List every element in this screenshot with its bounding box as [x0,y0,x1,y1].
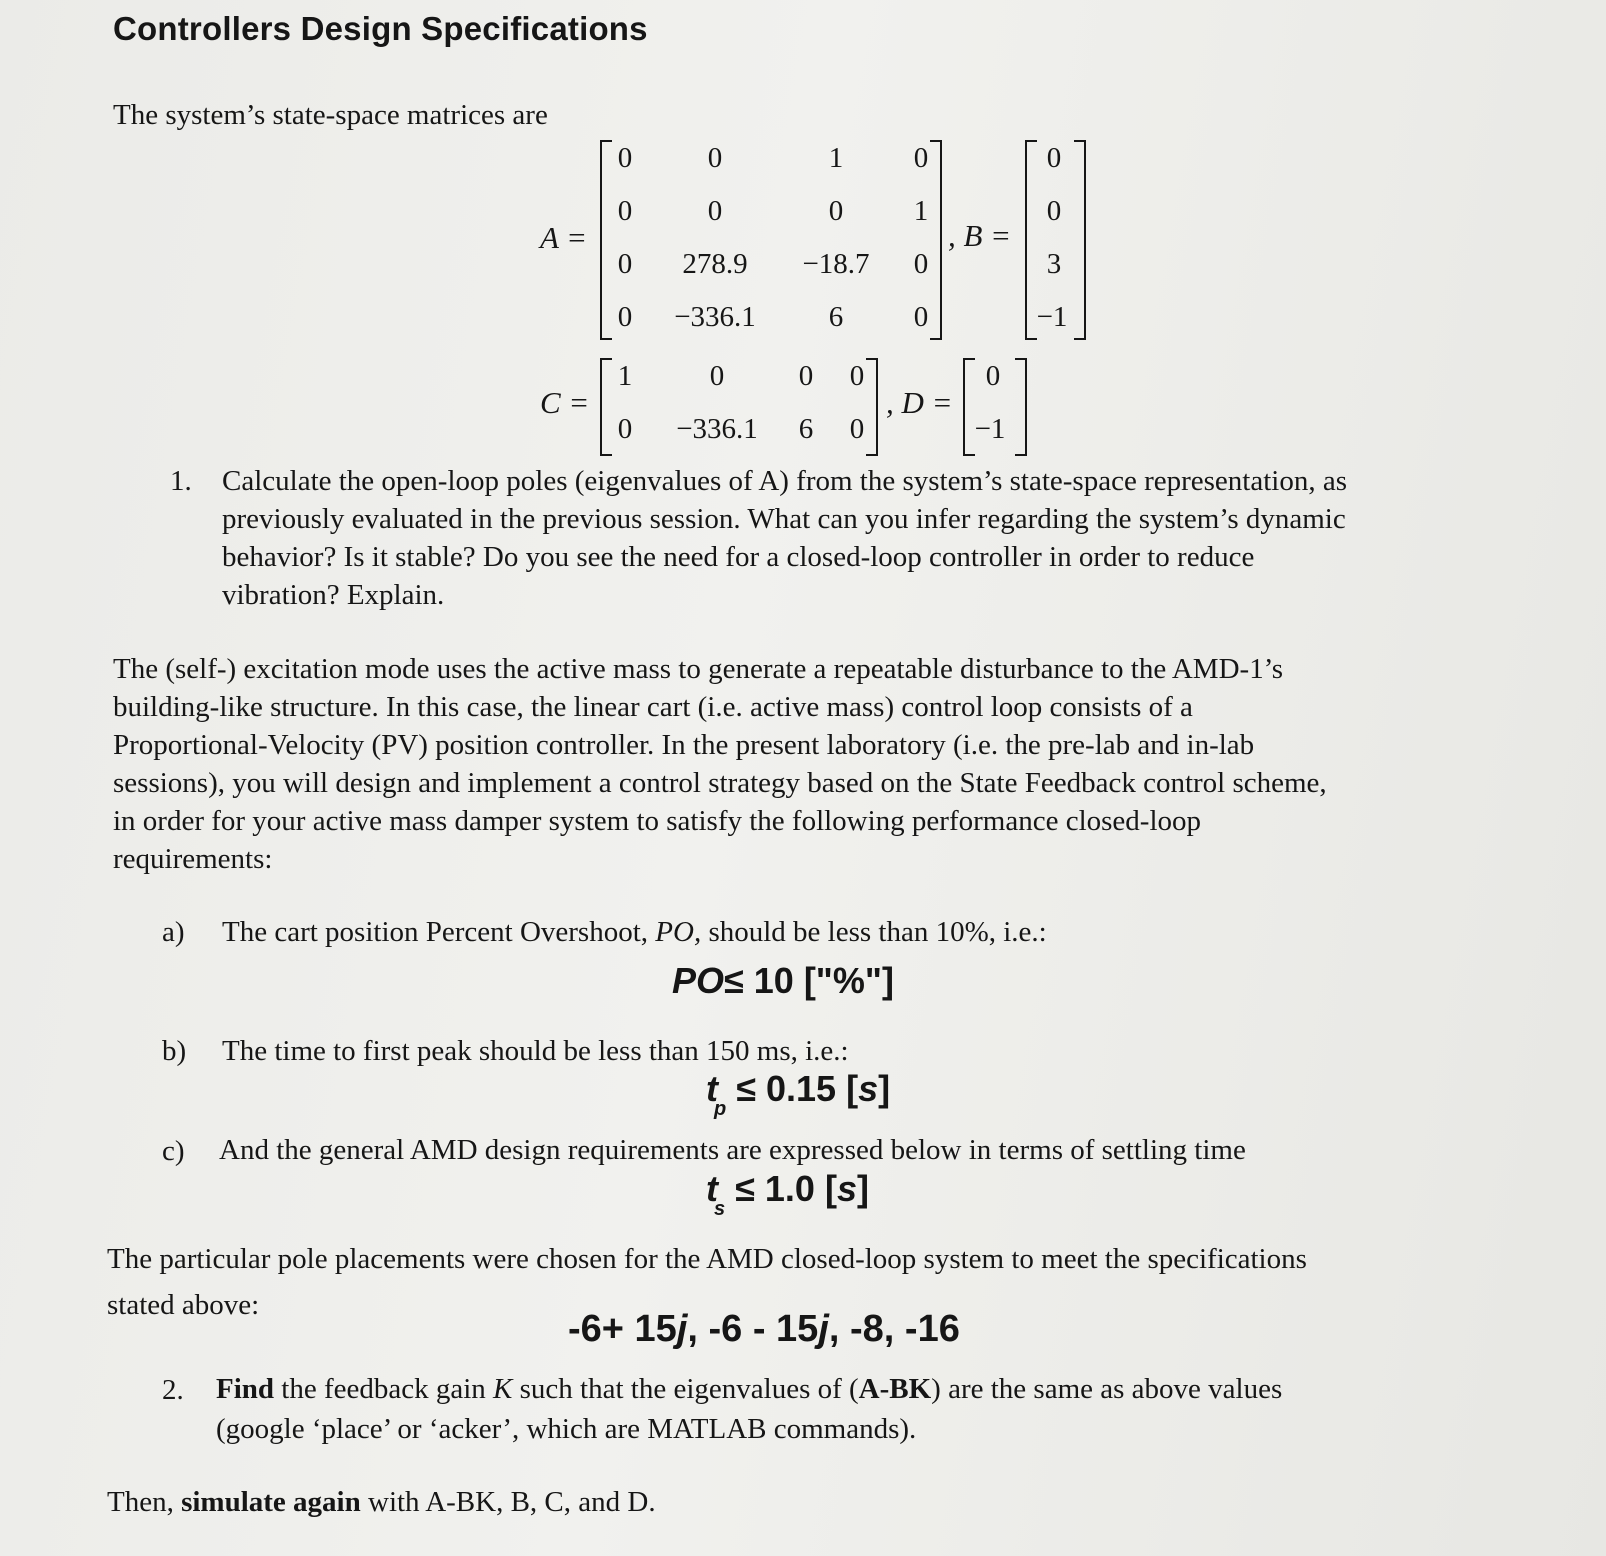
settling-time-value: ≤ 1.0 [ [735,1168,837,1209]
question-1-line: previously evaluated in the previous session. What can you infer regarding the system’s dynamic [222,503,1346,535]
matrix-a-right-bracket [930,140,942,340]
final-bold: simulate again [181,1486,361,1518]
requirement-a-text [222,913,1047,951]
question-2-text-c: ) are the same as above values [931,1373,1283,1405]
final-pre: Then, [107,1486,182,1518]
matrix-a-cell: 0 [913,142,929,174]
matrix-a-cell: 0 [828,195,844,227]
requirement-a-variable: PO, [655,916,702,948]
matrix-b-cell: 0 [1046,142,1062,174]
desired-poles [568,1308,960,1351]
matrix-a-cell: 0 [617,248,633,280]
matrix-c-label: C = [540,385,590,420]
matrix-a-cell: 0 [913,301,929,333]
matrix-b-cell: −1 [1036,301,1068,333]
matrix-c-left-bracket [600,358,612,456]
question-2-line-1 [216,1370,1282,1408]
matrix-d-cell: 0 [985,360,1001,392]
matrix-a-cell: 1 [828,142,844,174]
peak-time-close: ] [878,1068,891,1109]
page-title: Controllers Design Specifications [113,10,648,47]
question-2-line-2: (google ‘place’ or ‘acker’, which are MATLAB commands). [216,1413,917,1445]
matrix-a-label: A = [540,220,588,255]
peak-time-value: ≤ 0.15 [ [736,1068,859,1109]
settling-time-subscript: s [714,1198,726,1220]
matrix-a-left-bracket [600,140,612,340]
excitation-paragraph [113,650,1327,878]
requirement-a-text-pre: The cart position Percent Overshoot, [222,916,656,948]
poles-line: The particular pole placements were chosen for the AMD closed-loop system to meet the specifications [107,1243,1307,1275]
question-2-bold-matrix: A-BK [858,1373,932,1405]
matrix-a-cell: 6 [828,301,844,333]
matrix-c-cell: 0 [709,360,725,392]
matrix-a-cell: 0 [707,195,723,227]
question-2-bold-word: Find [216,1373,275,1405]
settling-time-close: ] [856,1168,869,1209]
matrix-c-cell: 1 [617,360,633,392]
question-2-text-a: the feedback gain [274,1373,494,1405]
requirement-b-text: The time to first peak should be less than 150 ms, i.e.: [222,1035,849,1067]
question-1-line: Calculate the open-loop poles (eigenvalues of A) from the system’s state-space representation, as [222,465,1347,497]
settling-time-variable: t [706,1168,718,1209]
requirement-b-label: b) [162,1035,187,1067]
pole-3-4: , -8, -16 [828,1308,960,1350]
excitation-line: in order for your active mass damper system to satisfy the following performance closed-loop [113,805,1201,837]
matrix-d-cell: −1 [974,413,1006,445]
excitation-line: Proportional-Velocity (PV) position controller. In the present laboratory (i.e. the pre-lab and in-lab [113,729,1255,761]
question-2-variable: K [493,1373,513,1405]
question-2-number: 2. [162,1374,184,1406]
question-2-text [216,1370,1282,1448]
matrix-a-cell: −336.1 [674,301,756,333]
excitation-line: The (self-) excitation mode uses the active mass to generate a repeatable disturbance to the AMD-1’s [113,653,1284,685]
matrix-c-cell: 0 [849,413,865,445]
peak-time-equation [706,1068,891,1120]
question-1-text [222,462,1347,614]
question-1-line: behavior? Is it stable? Do you see the need for a closed-loop controller in order to reduce [222,541,1255,573]
matrix-a-cell: −18.7 [802,248,870,280]
peak-time-subscript: p [714,1098,727,1120]
overshoot-equation [672,960,894,1002]
matrix-c-cell: 0 [617,413,633,445]
pole-1: -6+ 15 [568,1308,677,1350]
pole-2: , -6 - 15 [687,1308,819,1350]
matrix-b-left-bracket [1025,140,1037,340]
matrix-c-cell: −336.1 [676,413,758,445]
matrix-b-cell: 3 [1046,248,1062,280]
requirement-a-label: a) [162,916,185,948]
matrix-c-cell: 0 [798,360,814,392]
matrix-a-cell: 0 [707,142,723,174]
matrix-c-cell: 0 [849,360,865,392]
matrix-c-cell: 6 [798,413,814,445]
excitation-line: sessions), you will design and implement a control strategy based on the State Feedback control scheme, [113,767,1327,799]
question-1-line: vibration? Explain. [222,579,445,611]
pole-1-imag: j [676,1308,688,1350]
matrix-b-cell: 0 [1046,195,1062,227]
pole-2-imag: j [818,1308,829,1350]
question-2-text-b: such that the eigenvalues of ( [512,1373,859,1405]
overshoot-equation-rest: ≤ 10 ["%"] [724,960,894,1001]
settling-time-equation [706,1168,869,1220]
poles-line: stated above: [107,1289,260,1321]
excitation-line: building-like structure. In this case, the linear cart (i.e. active mass) control loop consists of a [113,691,1193,723]
peak-time-unit: s [858,1068,879,1109]
requirement-a-text-post: should be less than 10%, i.e.: [701,916,1047,948]
overshoot-equation-variable: PO [672,960,725,1001]
requirement-c-text: And the general AMD design requirements are expressed below in terms of settling time [219,1134,1246,1166]
matrix-a-cell: 0 [617,195,633,227]
peak-time-variable: t [706,1068,718,1109]
settling-time-unit: s [836,1168,857,1209]
intro-text: The system’s state-space matrices are [113,99,548,131]
question-1-number: 1. [170,465,192,497]
matrix-a-cell: 0 [617,142,633,174]
matrix-d-label: , D = [886,385,953,420]
excitation-line: requirements: [113,843,273,875]
matrix-a-cell: 0 [913,248,929,280]
final-post: with A-BK, B, C, and D. [360,1486,656,1518]
matrix-b-right-bracket [1074,140,1086,340]
requirement-c-label: c) [162,1135,185,1167]
matrix-d-left-bracket [963,358,975,456]
matrix-b-label: , B = [948,218,1012,253]
matrix-a-cell: 1 [913,195,929,227]
final-instruction [107,1483,656,1521]
matrix-a-cell: 0 [617,301,633,333]
matrix-d-right-bracket [1015,358,1027,456]
matrix-a-cell: 278.9 [682,248,748,280]
matrix-c-right-bracket [866,358,878,456]
